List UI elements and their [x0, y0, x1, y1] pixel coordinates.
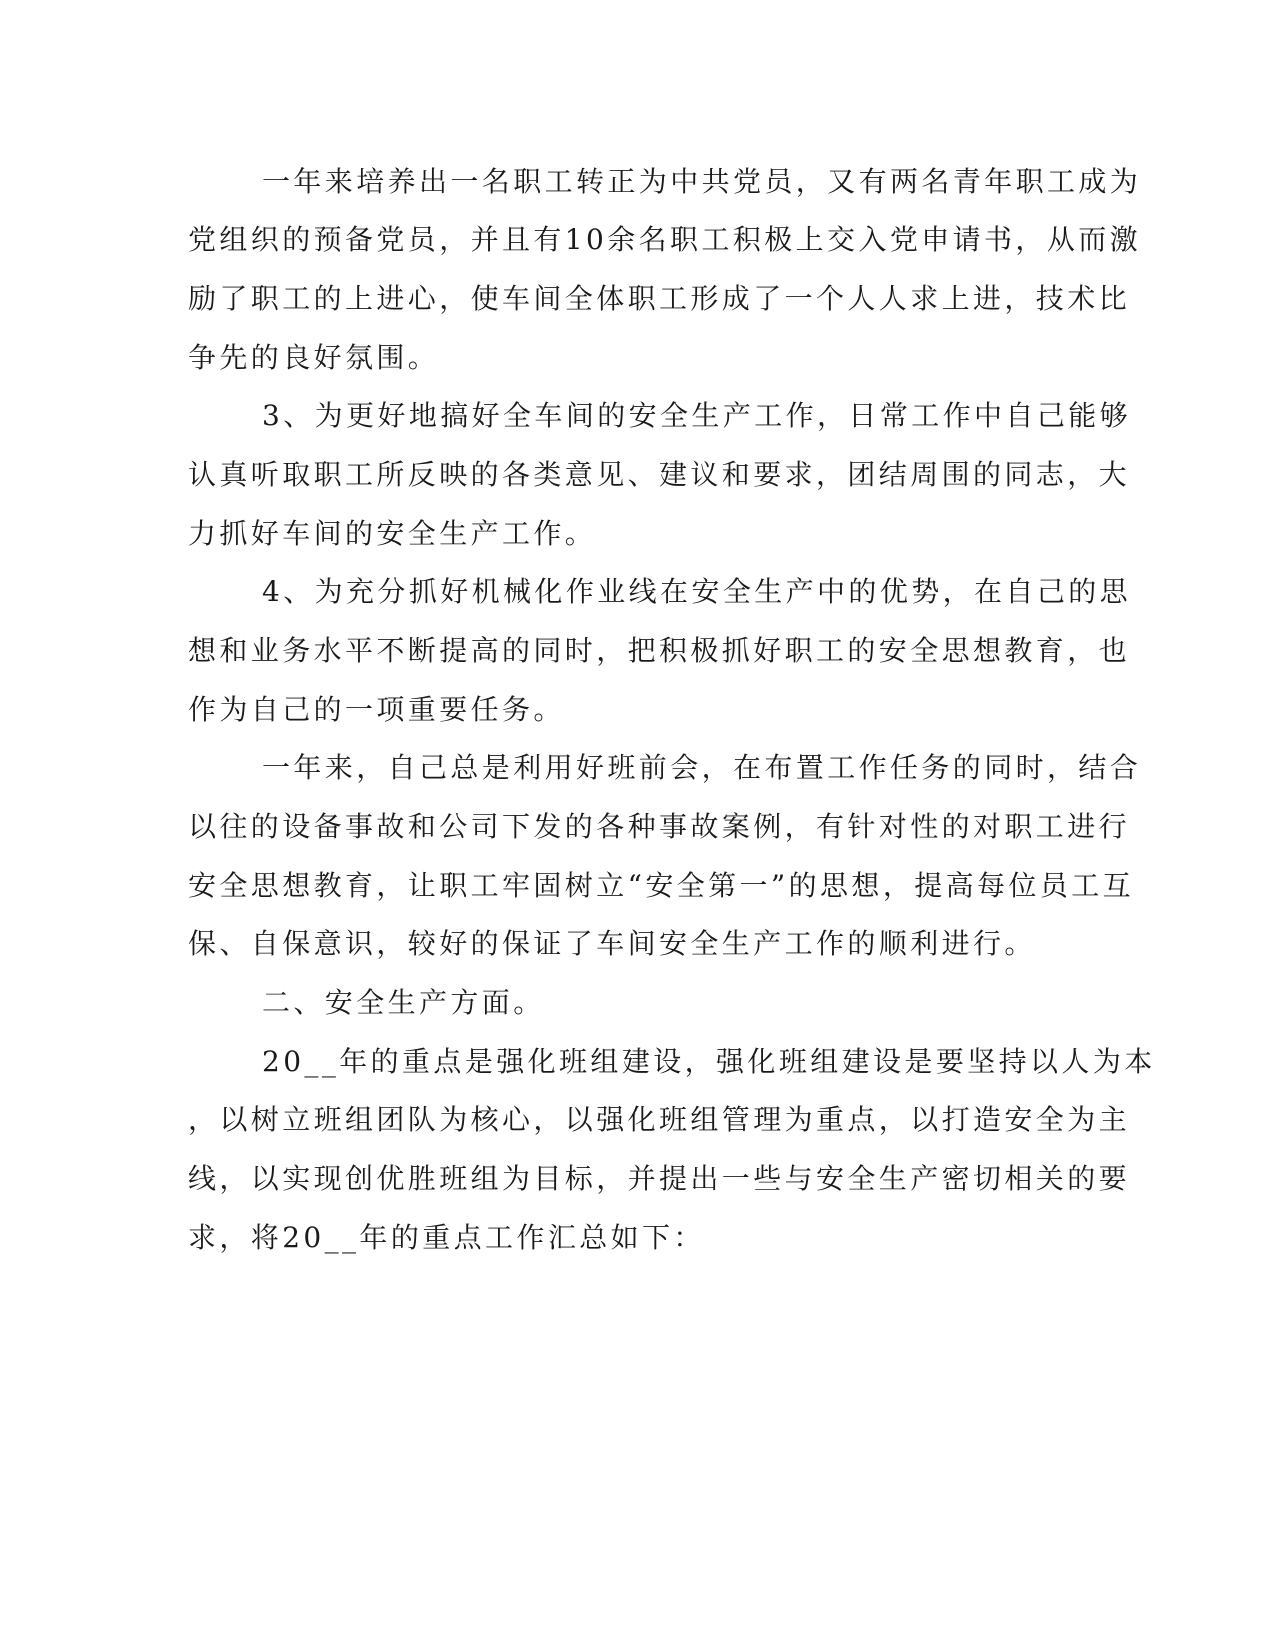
paragraph-line: 认真听取职工所反映的各类意见、建议和要求，团结周围的同志，大	[188, 458, 1131, 491]
paragraph-line: 3、为更好地搞好全车间的安全生产工作，日常工作中自己能够	[262, 399, 1132, 432]
paragraph-line: 4、为充分抓好机械化作业线在安全生产中的优势，在自己的思	[262, 575, 1132, 608]
paragraph-line: 争先的良好氛围。	[188, 341, 440, 374]
paragraph-line: 20__年的重点是强化班组建设，强化班组建设是要坚持以人为本	[262, 1045, 1156, 1078]
paragraph-line: 线，以实现创优胜班组为目标，并提出一些与安全生产密切相关的要	[188, 1162, 1131, 1195]
paragraph-line: ，以树立班组团队为核心，以强化班组管理为重点，以打造安全为主	[188, 1103, 1131, 1136]
section-heading: 二、安全生产方面。	[262, 986, 545, 1019]
paragraph-line: 保、自保意识，较好的保证了车间安全生产工作的顺利进行。	[188, 927, 1036, 960]
paragraph-line: 求，将20__年的重点工作汇总如下：	[188, 1221, 705, 1254]
paragraph-line: 作为自己的一项重要任务。	[188, 693, 565, 726]
paragraph-line: 安全思想教育，让职工牢固树立“安全第一”的思想，提高每位员工互	[188, 869, 1135, 902]
paragraph-line: 力抓好车间的安全生产工作。	[188, 517, 597, 550]
paragraph-line: 一年来培养出一名职工转正为中共党员，又有两名青年职工成为	[262, 165, 1142, 198]
paragraph-line: 励了职工的上进心，使车间全体职工形成了一个人人求上进，技术比	[188, 282, 1131, 315]
paragraph-line: 想和业务水平不断提高的同时，把积极抓好职工的安全思想教育，也	[188, 634, 1131, 667]
paragraph-line: 以往的设备事故和公司下发的各种事故案例，有针对性的对职工进行	[188, 810, 1131, 843]
paragraph-line: 一年来，自己总是利用好班前会，在布置工作任务的同时，结合	[262, 751, 1142, 784]
paragraph-line: 党组织的预备党员，并且有10余名职工积极上交入党申请书，从而激	[188, 223, 1142, 256]
